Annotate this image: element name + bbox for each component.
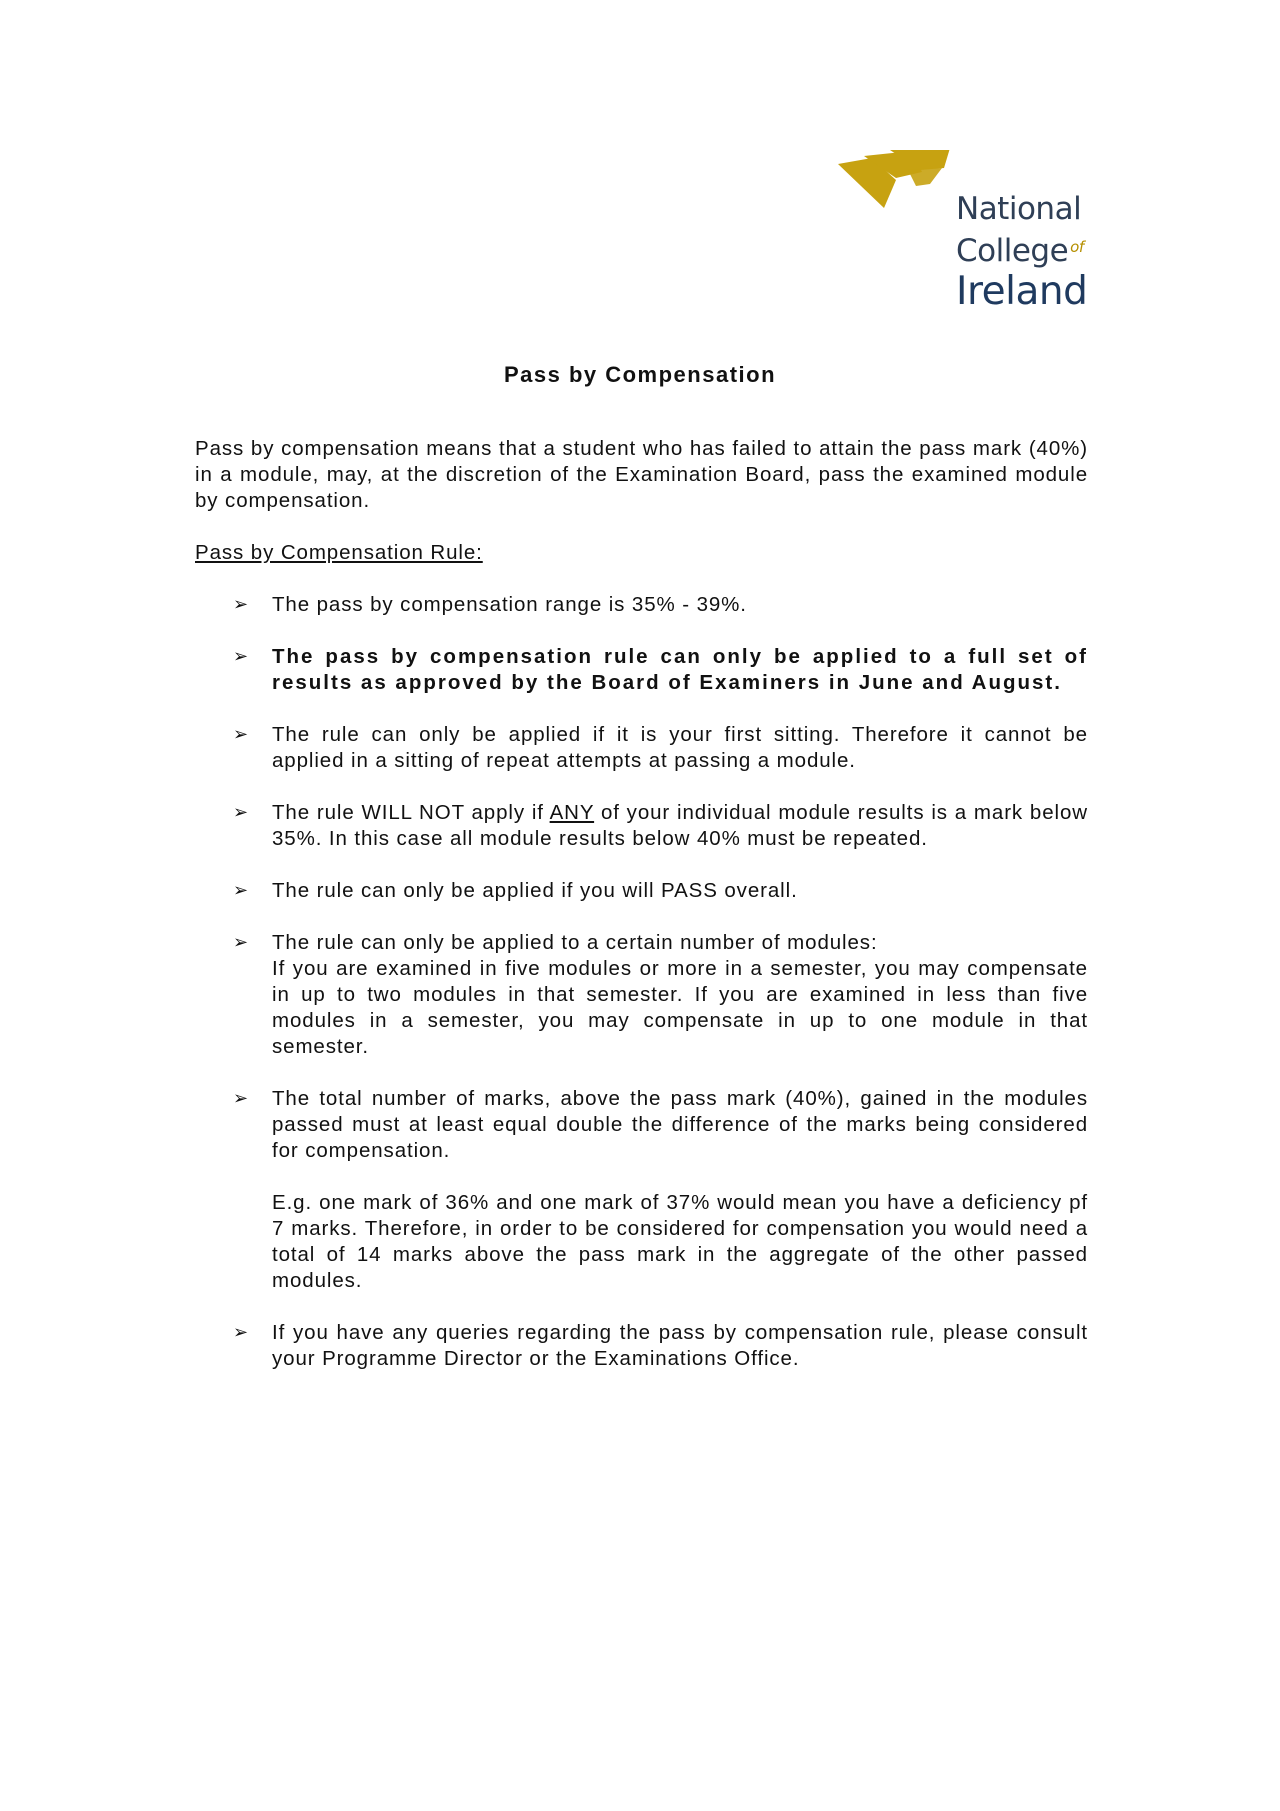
any-emphasis: ANY	[549, 801, 595, 824]
logo-wordmark	[956, 190, 1087, 314]
rule-text: If you have any queries regarding the pass by compensation rule, please consult your Programme Director or the Examinations Office.	[272, 1321, 1088, 1370]
list-item	[195, 930, 1088, 1060]
rule-text: The rule can only be applied if you will PASS overall.	[272, 879, 798, 902]
list-item	[195, 722, 1088, 774]
logo-of: of	[1070, 238, 1084, 256]
rule-text: The total number of marks, above the pass mark (40%), gained in the modules passed must at least equal double the difference of the marks being considered for compensation.	[272, 1087, 1088, 1162]
document-body	[195, 436, 1088, 1398]
rule-text: The pass by compensation range is 35% - 39%.	[272, 593, 747, 616]
list-item	[195, 800, 1088, 852]
page-title: Pass by Compensation	[503, 362, 777, 387]
rule-detail: If you are examined in five modules or more in a semester, you may compensate in up to two modules in that semester. If you are examined in less than five modules in a semester, you may compensate in up to one module in that semester.	[272, 957, 1088, 1058]
arrow-bullet-icon: ➢	[233, 880, 249, 901]
arrow-bullet-icon: ➢	[233, 1322, 249, 1343]
arrow-bullet-icon: ➢	[233, 932, 249, 953]
rule-text: The rule can only be applied to a certain number of modules:	[272, 931, 878, 954]
arrow-bullet-icon: ➢	[233, 802, 249, 823]
list-item	[195, 1086, 1088, 1294]
rule-example: E.g. one mark of 36% and one mark of 37% would mean you have a deficiency pf 7 marks. Therefore, in order to be considered for compensation you would need a total of 14 marks above the pass mark in the aggregate of the other passed modules.	[272, 1191, 1088, 1292]
arrow-bullet-icon: ➢	[233, 724, 249, 745]
intro-paragraph: Pass by compensation means that a student who has failed to attain the pass mark (40%) in a module, may, at the discretion of the Examination Board, pass the examined module by compensation.	[195, 437, 1088, 512]
list-item	[195, 878, 1088, 904]
logo-national: National	[956, 191, 1082, 227]
logo-college: College $^{of}$	[956, 233, 1084, 269]
arrow-bullet-icon: ➢	[233, 646, 249, 667]
list-item	[195, 644, 1088, 696]
rule-heading: Pass by Compensation Rule:	[195, 541, 483, 564]
arrow-bullet-icon: ➢	[233, 594, 249, 615]
ncirl-logo	[838, 150, 1093, 314]
rule-text: The rule can only be applied if it is your first sitting. Therefore it cannot be applied in a sitting of repeat attempts at passing a module.	[272, 723, 1088, 772]
rules-list	[195, 592, 1088, 1372]
rule-text: The pass by compensation rule can only be applied to a full set of results as approved by the Board of Examiners in June and August.	[272, 645, 1088, 694]
logo-ireland: Ireland	[956, 269, 1088, 314]
list-item	[195, 1320, 1088, 1372]
rule-text: The rule WILL NOT apply if ANY of your individual module results is a mark below 35%. In this case all module results below 40% must be repeated.	[272, 801, 1088, 850]
arrow-bullet-icon: ➢	[233, 1088, 249, 1109]
logo-swoosh-icon	[838, 150, 958, 220]
list-item	[195, 592, 1088, 618]
